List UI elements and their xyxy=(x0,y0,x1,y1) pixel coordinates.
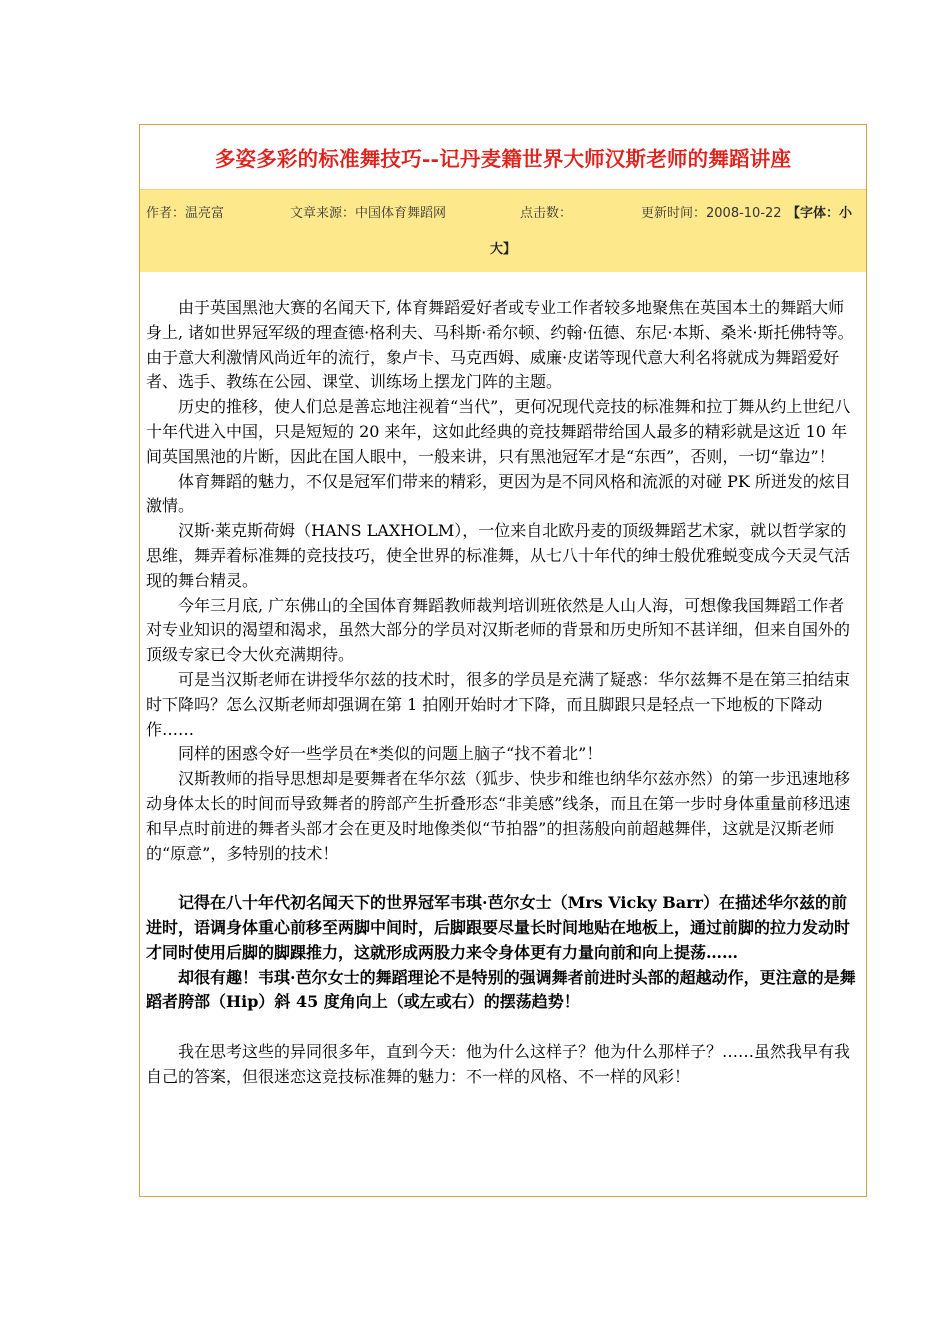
paragraph: 体育舞蹈的魅力，不仅是冠军们带来的精彩，更因为是不同风格和流派的对碰 PK 所迸发的炫目激情。 xyxy=(146,471,851,516)
article-title: 多姿多彩的标准舞技巧--记丹麦籍世界大师汉斯老师的舞蹈讲座 xyxy=(214,147,792,171)
closing-paragraph: 我在思考这些的异同很多年，直到今天：他为什么这样子？他为什么那样子？……虽然我早有我自己的答案，但很迷恋这竞技标准舞的魅力：不一样的风格、不一样的风彩！ xyxy=(146,1041,851,1086)
article-frame xyxy=(139,124,867,1197)
article-meta xyxy=(140,190,866,272)
paragraph: 汉斯教师的指导思想却是要舞者在华尔兹（狐步、快步和维也纳华尔兹亦然）的第一步迅速地移动身体太长的时间而导致舞者的胯部产生折叠形态“非美感”线条，而且在第一步时身体重量前移迅速和早点时前进的舞者头部才会在更及时地像类似“节拍器”的担荡般向前超越舞伴，这就是汉斯老师的“原意”，多特别的技术！ xyxy=(146,769,851,863)
paragraph: 今年三月底, 广东佛山的全国体育舞蹈教师裁判培训班依然是人山人海，可想像我国舞蹈工作者对专业知识的渴望和渴求，虽然大部分的学员对汉斯老师的背景和历史所知不甚详细，但来自国外的顶级专家已令大伙充满期待。 xyxy=(146,595,851,665)
bold-paragraph: 却很有趣！韦琪·芭尔女士的舞蹈理论不是特别的强调舞者前进时头部的超越动作，更注意的是舞蹈者胯部（Hip）斜 45 度角向上（或左或右）的摆荡趋势！ xyxy=(146,967,856,1012)
spacer xyxy=(146,1015,860,1040)
bold-paragraph: 记得在八十年代初名闻天下的世界冠军韦琪·芭尔女士（Mrs Vicky Barr）在描述华尔兹的前进时，语调身体重心前移至两脚中间时，后脚跟要尽量长时间地贴在地板上，通过前脚的拉力发动时才同时使用后脚的脚踝推力，这就形成两股力来令身体更有力量向前和向上提荡…… xyxy=(146,893,851,962)
clicks-label: 点击数： xyxy=(520,206,573,221)
paragraph: 可是当汉斯老师在讲授华尔兹的技术时，很多的学员是充满了疑惑：华尔兹舞不是在第三拍结束时下降吗？怎么汉斯老师却强调在第 1 拍刚开始时才下降，而且脚跟只是轻点一下地板的下降动作…… xyxy=(146,669,851,739)
font-size-large-link[interactable]: 大】 xyxy=(489,242,516,257)
author-label: 作者：温亮富 xyxy=(146,206,225,221)
updated-label: 更新时间：2008-10-22 xyxy=(641,206,782,221)
article-body xyxy=(140,272,866,1090)
paragraph: 由于英国黑池大赛的名闻天下, 体育舞蹈爱好者或专业工作者较多地聚焦在英国本土的舞蹈大师身上, 诸如世界冠军级的理查德·格利夫、马科斯·希尔顿、约翰·伍德、东尼·本斯、桑米·斯托佛特等。由于意大利激情风尚近年的流行，象卢卡、马克西姆、威廉·皮诺等现代意大利名将就成为舞蹈爱好者、选手、教练在公园、课堂、训练场上摆龙门阵的主题。 xyxy=(146,298,854,392)
source-label: 文章来源：中国体育舞蹈网 xyxy=(290,206,447,221)
paragraph: 汉斯·莱克斯荷姆（HANS LAXHOLM），一位来自北欧丹麦的顶级舞蹈艺术家，就以哲学家的思维，舞弄着标准舞的竞技技巧，使全世界的标准舞，从七八十年代的绅士般优雅蜕变成今天灵气活现的舞台精灵。 xyxy=(146,521,851,590)
paragraph: 同样的困惑令好一些学员在*类似的问题上脑子“找不着北”！ xyxy=(178,744,603,764)
font-size-small-link[interactable]: 【字体：小 xyxy=(787,206,853,221)
paragraph: 历史的推移，使人们总是善忘地注视着“当代”，更何况现代竞技的标准舞和拉丁舞从约上世纪八十年代进入中国，只是短短的 20 来年，这如此经典的竞技舞蹈带给国人最多的精彩就是这近 10 年间英国黑池的片断，因此在国人眼中，一般来讲，只有黑池冠军才是“东西”，否则，一切“靠边”！ xyxy=(146,397,851,466)
title-row xyxy=(140,125,866,190)
spacer xyxy=(146,866,860,891)
